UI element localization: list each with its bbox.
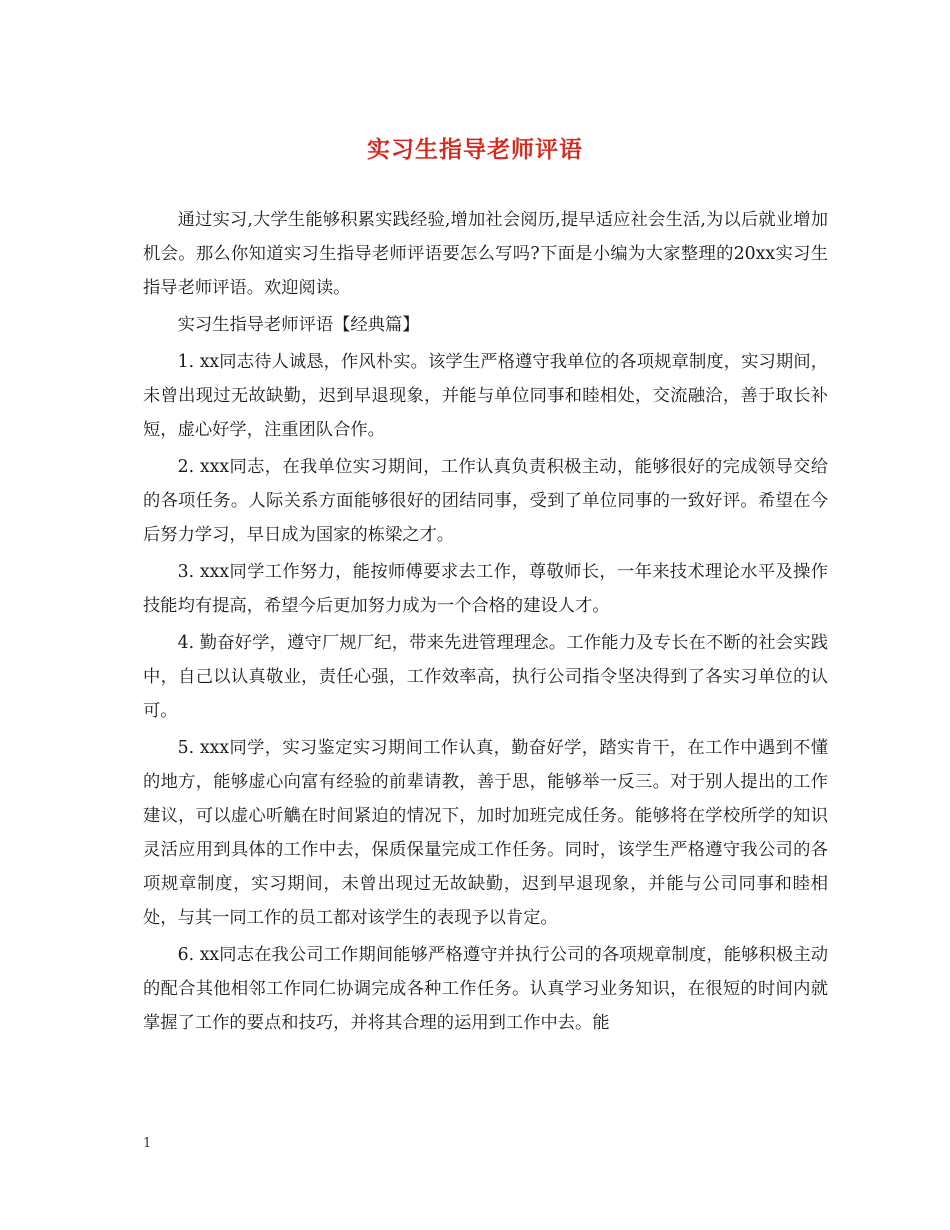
intro-paragraph: 通过实习,大学生能够积累实践经验,增加社会阅历,提早适应社会生活,为以后就业增加机会。那么你知道实习生指导老师评语要怎么写吗?下面是小编为大家整理的20xx实习生指导老师评语。欢迎阅读。: [143, 210, 828, 298]
comment-paragraph-6: 6. xx同志在我公司工作期间能够严格遵守并执行公司的各项规章制度，能够积极主动的配合其他相邻工作同仁协调完成各种工作任务。认真学习业务知识，在很短的时间内就掌握了工作的要点和技巧，并将其合理的运用到工作中去。能: [143, 945, 828, 1033]
comment-paragraph-4: 4. 勤奋好学，遵守厂规厂纪，带来先进管理理念。工作能力及专长在不断的社会实践中，自己以认真敬业，责任心强，工作效率高，执行公司指令坚决得到了各实习单位的认可。: [143, 633, 828, 721]
comment-paragraph-5: 5. xxx同学，实习鉴定实习期间工作认真，勤奋好学，踏实肯干，在工作中遇到不懂的地方，能够虚心向富有经验的前辈请教，善于思，能够举一反三。对于别人提出的工作建议，可以虚心听觹在时间紧迫的情况下，加时加班完成任务。能够将在学校所学的知识灵活应用到具体的工作中去，保质保量完成工作任务。同时，该学生严格遵守我公司的各项规章制度，实习期间，未曾出现过无故缺勤，迟到早退现象，并能与公司同事和睦相处，与其一同工作的员工都对该学生的表现予以肯定。: [143, 738, 828, 928]
comment-paragraph-1: 1. xx同志待人诚恳，作风朴实。该学生严格遵守我单位的各项规章制度，实习期间，未曾出现过无故缺勤，迟到早退现象，并能与单位同事和睦相处，交流融洽，善于取长补短，虚心好学，注重团队合作。: [143, 352, 828, 440]
section-heading: 实习生指导老师评语【经典篇】: [177, 315, 420, 335]
document-title: 实习生指导老师评语: [367, 136, 583, 163]
comment-paragraph-2: 2. xxx同志，在我单位实习期间，工作认真负责积极主动，能够很好的完成领导交给的各项任务。人际关系方面能够很好的团结同事，受到了单位同事的一致好评。希望在今后努力学习，早日成为国家的栋梁之才。: [143, 457, 828, 545]
comment-paragraph-3: 3. xxx同学工作努力，能按师傅要求去工作，尊敬师长，一年来技术理论水平及操作技能均有提高，希望今后更加努力成为一个合格的建设人才。: [143, 562, 828, 616]
document-body: [143, 203, 828, 1040]
page-number: 1: [143, 1136, 152, 1151]
